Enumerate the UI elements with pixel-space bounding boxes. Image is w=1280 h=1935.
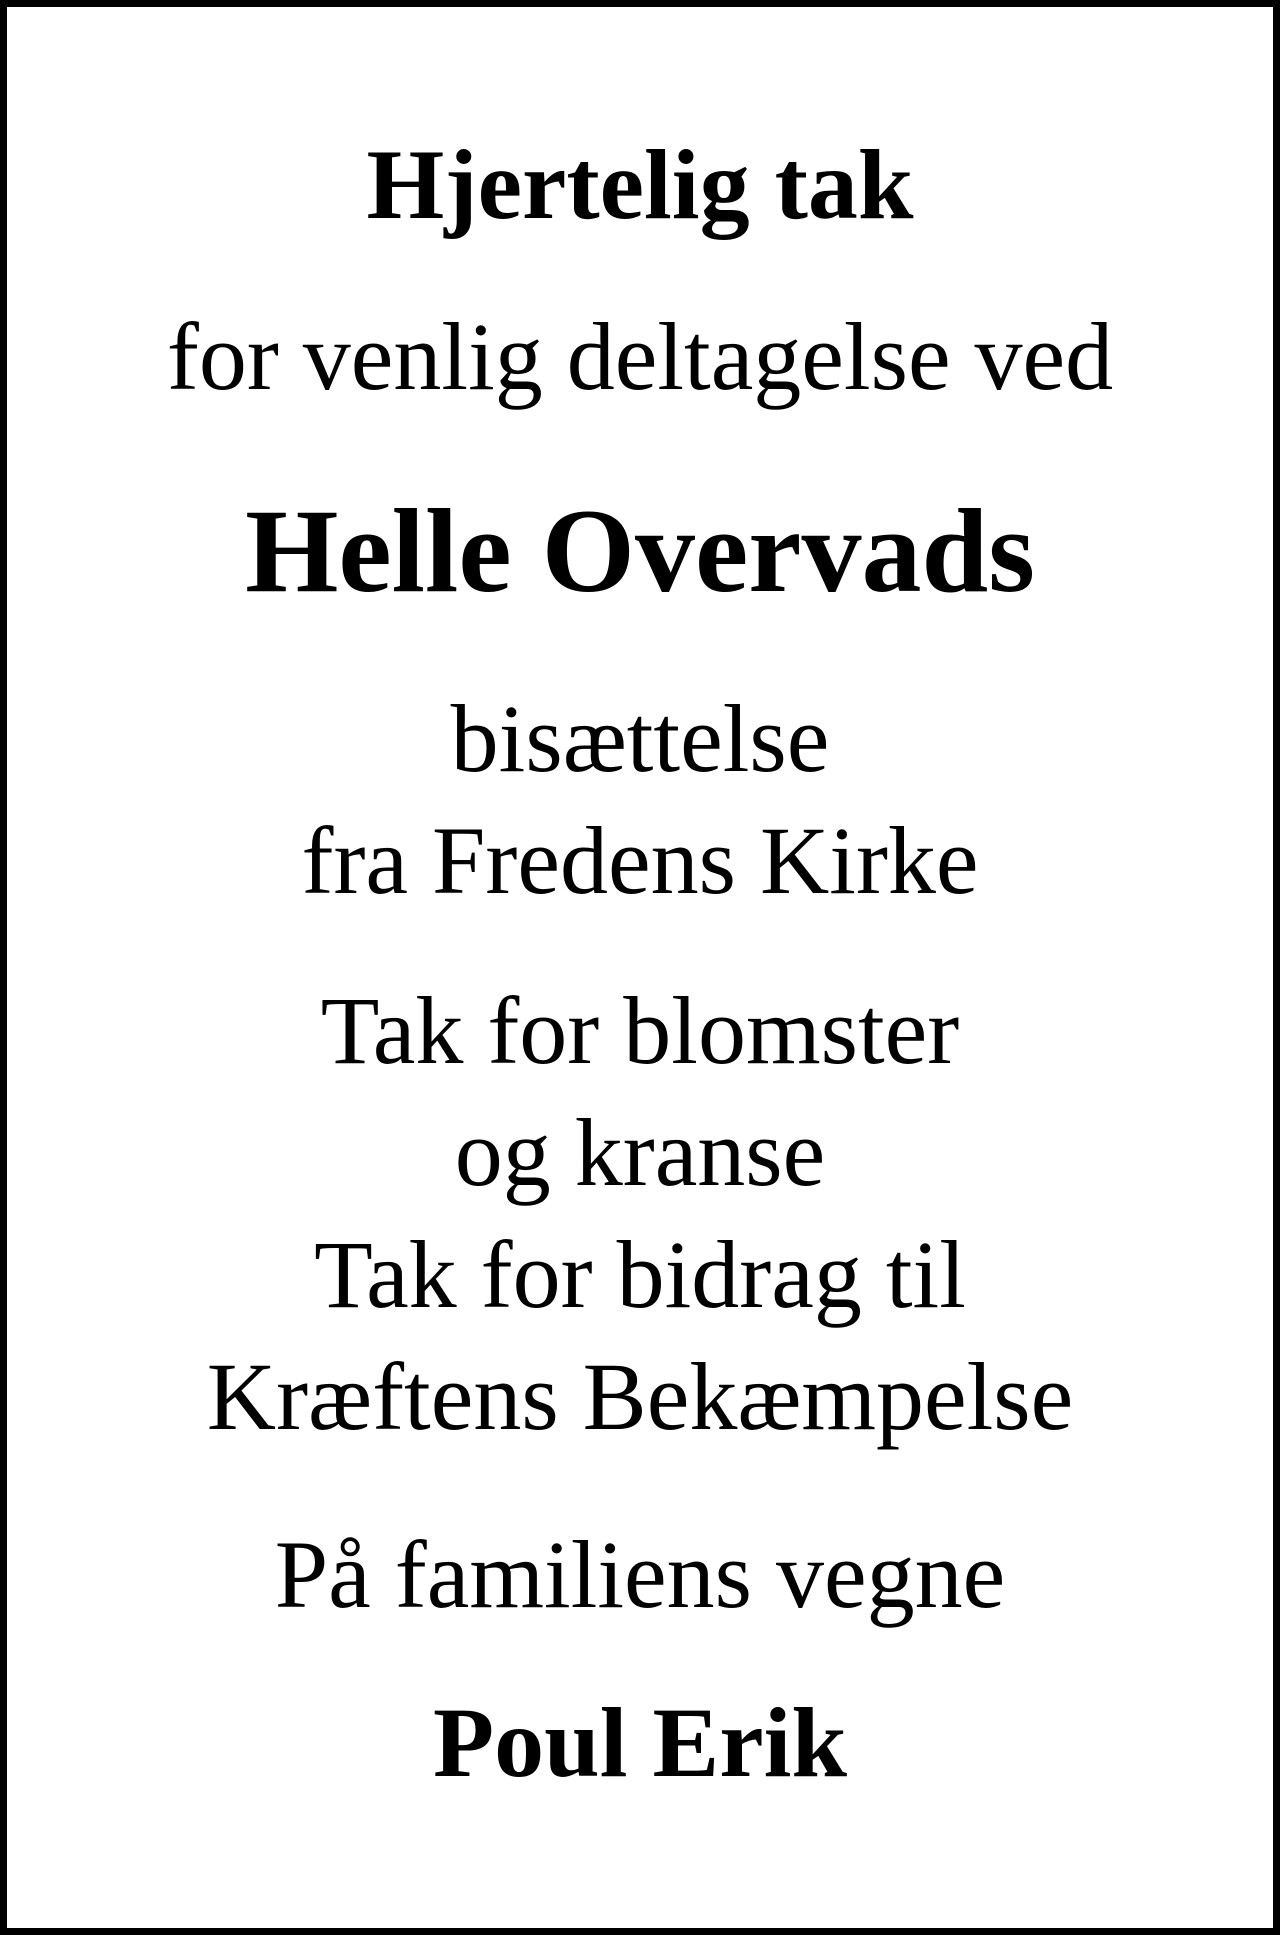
service-line: bisættelse (450, 685, 830, 792)
deceased-name: Helle Overvads (245, 484, 1035, 617)
on-behalf-line: På familiens vegne (274, 1521, 1006, 1628)
thanks-line: og kranse (454, 1099, 826, 1206)
service-line: fra Fredens Kirke (301, 807, 979, 914)
notice-heading: Hjertelig tak (366, 129, 914, 240)
signature: Poul Erik (433, 1687, 847, 1798)
thanks-line: Tak for bidrag til (314, 1221, 966, 1328)
thanks-line: Kræftens Bekæmpelse (206, 1343, 1074, 1450)
notice-intro: for venlig deltagelse ved (166, 303, 1114, 410)
thanks-line: Tak for blomster (320, 977, 960, 1084)
